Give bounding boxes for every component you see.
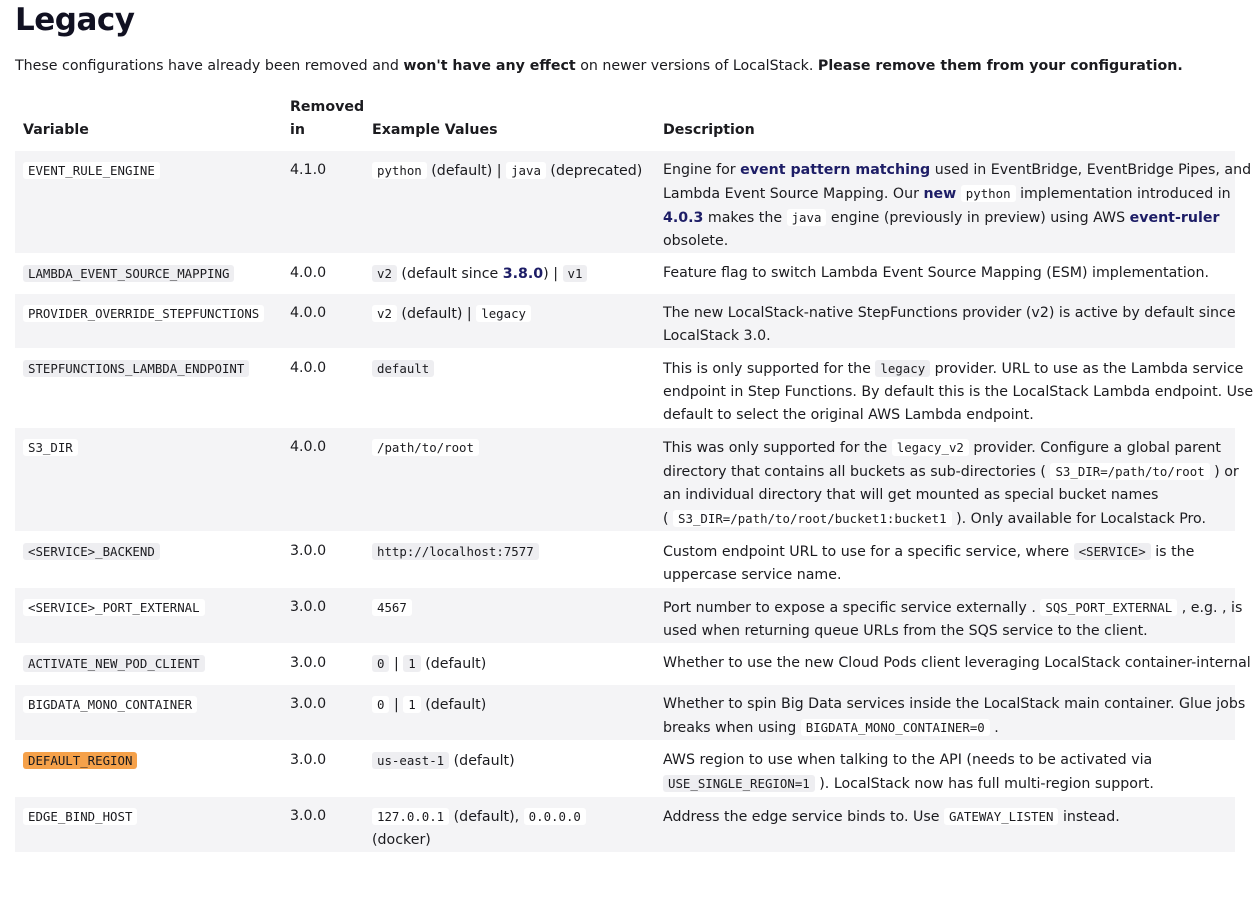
example-text: | [389, 656, 404, 672]
example-text: (deprecated) [545, 163, 643, 179]
variable-cell [15, 588, 283, 644]
removed-cell: 4.0.0 [283, 349, 364, 428]
variable-name: EDGE_BIND_HOST [23, 808, 137, 825]
variable-cell [15, 532, 283, 588]
desc-text: ) or [1209, 464, 1239, 480]
table-row [15, 644, 1235, 685]
variable-cell [15, 428, 283, 532]
example-code: us-east-1 [372, 752, 449, 769]
column-header-example: Example Values [372, 122, 498, 138]
table-row [15, 741, 1235, 797]
example-code: 1 [403, 696, 420, 713]
example-code: v2 [372, 305, 397, 322]
example-code: 4567 [372, 599, 412, 616]
desc-line [663, 507, 1235, 531]
variable-cell [15, 644, 283, 685]
desc-text: directory that contains all buckets as sub-directories ( [663, 464, 1051, 480]
example-code: 127.0.0.1 [372, 808, 449, 825]
column-header-description: Description [663, 122, 755, 138]
desc-text: endpoint in Step Functions. By default this is the LocalStack Lambda endpoint. Use [663, 384, 1253, 400]
example-cell [364, 644, 655, 685]
removed-cell: 4.1.0 [283, 151, 364, 254]
desc-line [663, 404, 1235, 427]
desc-text: provider. Configure a global parent [968, 440, 1221, 456]
legacy-config-table [15, 96, 1253, 853]
example-text: (default) | [426, 163, 507, 179]
example-cell [364, 741, 655, 797]
desc-text: AWS region to use when talking to the API (needs to be activated via [663, 752, 1153, 768]
example-cell [364, 428, 655, 532]
desc-text: Port number to expose a specific service externally . [663, 600, 1041, 616]
desc-text: Custom endpoint URL to use for a specific service, where [663, 544, 1074, 560]
variable-name: BIGDATA_MONO_CONTAINER [23, 696, 197, 713]
description-cell [655, 151, 1252, 254]
desc-line [663, 436, 1235, 460]
desc-line [663, 182, 1235, 206]
intro-part: on newer versions of LocalStack. [575, 58, 818, 74]
variable-cell [15, 741, 283, 797]
example-text: (default), [449, 809, 524, 825]
desc-code: S3_DIR=/path/to/root/bucket1:bucket1 [673, 510, 952, 527]
example-cell [364, 294, 655, 349]
desc-code: BIGDATA_MONO_CONTAINER=0 [801, 719, 990, 736]
description-cell [655, 294, 1235, 349]
example-text: (default) [449, 753, 515, 769]
desc-line [663, 564, 1235, 587]
example-cell [364, 254, 655, 294]
example-code: v1 [563, 265, 588, 282]
desc-text: LocalStack 3.0. [663, 328, 771, 344]
description-cell [655, 741, 1235, 797]
desc-bold: new [923, 186, 957, 202]
desc-text: an individual directory that will get mounted as special bucket names [663, 487, 1159, 503]
table-row [15, 151, 1235, 254]
desc-line [663, 484, 1235, 507]
desc-code: GATEWAY_LISTEN [944, 808, 1058, 825]
desc-line [663, 749, 1235, 772]
desc-line [663, 357, 1244, 381]
description-cell [655, 588, 1243, 644]
example-cell [364, 685, 655, 741]
example-text: (default) | [396, 306, 477, 322]
desc-text: used in EventBridge, EventBridge Pipes, and [930, 162, 1252, 178]
variable-name: LAMBDA_EVENT_SOURCE_MAPPING [23, 265, 234, 282]
desc-text: used when returning queue URLs from the SQS service to the client. [663, 623, 1148, 639]
description-cell [655, 532, 1235, 588]
table-row [15, 685, 1235, 741]
desc-line [663, 262, 1235, 285]
desc-text: Engine for [663, 162, 741, 178]
desc-text: Lambda Event Source Mapping. Our [663, 186, 924, 202]
desc-line [663, 381, 1253, 404]
table-row [15, 428, 1235, 532]
desc-text: Whether to spin Big Data services inside the LocalStack main container. Glue jobs [663, 696, 1246, 712]
desc-code: python [961, 185, 1016, 202]
variable-name: <SERVICE>_BACKEND [23, 543, 160, 560]
desc-line [663, 620, 1235, 643]
header-line: Removed [290, 99, 365, 115]
description-cell [655, 797, 1235, 853]
desc-text: , e.g. , is [1177, 600, 1243, 616]
desc-text: engine (previously in preview) using AWS [826, 210, 1130, 226]
example-code: /path/to/root [372, 439, 479, 456]
desc-code: legacy [875, 360, 930, 377]
variable-cell [15, 151, 283, 254]
removed-cell: 4.0.0 [283, 294, 364, 349]
desc-code: SQS_PORT_EXTERNAL [1040, 599, 1177, 616]
example-cell [364, 349, 655, 428]
desc-code: S3_DIR=/path/to/root [1050, 463, 1209, 480]
removed-cell: 3.0.0 [283, 588, 364, 644]
example-code: 1 [403, 655, 420, 672]
desc-bold: event pattern matching [740, 162, 931, 178]
table-row [15, 294, 1235, 349]
intro-bold: won't have any effect [403, 58, 576, 74]
desc-line [663, 325, 1235, 348]
variable-name: <SERVICE>_PORT_EXTERNAL [23, 599, 205, 616]
desc-text: instead. [1058, 809, 1120, 825]
desc-code: <SERVICE> [1074, 543, 1151, 560]
desc-text: ). Only available for Localstack Pro. [951, 511, 1206, 527]
desc-text: Whether to use the new Cloud Pods client leveraging LocalStack container-internal [663, 655, 1251, 671]
intro-part: These configurations have already been removed and [15, 58, 404, 74]
desc-bold: 4.0.3 [663, 210, 704, 226]
desc-line [663, 596, 1243, 620]
desc-line [663, 159, 1252, 182]
header-line: in [290, 122, 305, 138]
removed-cell: 4.0.0 [283, 428, 364, 532]
description-cell [655, 685, 1246, 741]
intro-bold: Please remove them from your configuration. [817, 58, 1183, 74]
desc-line [663, 302, 1235, 325]
example-text: | [389, 697, 404, 713]
example-code: 0 [372, 655, 389, 672]
variable-name: PROVIDER_OVERRIDE_STEPFUNCTIONS [23, 305, 264, 322]
example-text: (default) [420, 656, 487, 672]
desc-text: This is only supported for the [663, 361, 876, 377]
desc-text: . [989, 720, 999, 736]
removed-cell: 3.0.0 [283, 797, 364, 853]
desc-text: makes the [703, 210, 787, 226]
desc-code: java [787, 209, 827, 226]
variable-cell [15, 349, 283, 428]
desc-line [663, 540, 1235, 564]
example-code: java [506, 162, 546, 179]
desc-text: ). LocalStack now has full multi-region support. [814, 776, 1154, 792]
removed-cell: 3.0.0 [283, 741, 364, 797]
example-cell [364, 532, 655, 588]
desc-line [663, 805, 1235, 829]
desc-line [663, 460, 1239, 484]
table-header-row [15, 96, 1235, 151]
example-text: (docker) [372, 832, 431, 848]
example-cell [364, 151, 655, 254]
variable-name: EVENT_RULE_ENGINE [23, 162, 160, 179]
intro-text [15, 58, 1183, 74]
example-code: 0 [372, 696, 389, 713]
variable-cell [15, 254, 283, 294]
example-cell [364, 588, 655, 644]
desc-line [663, 693, 1246, 716]
removed-cell: 3.0.0 [283, 644, 364, 685]
desc-line [663, 652, 1251, 675]
example-code: http://localhost:7577 [372, 543, 539, 560]
table-row [15, 254, 1235, 294]
example-code: default [372, 360, 434, 377]
desc-text: provider. URL to use as the Lambda service [930, 361, 1244, 377]
desc-text: default to select the original AWS Lambda endpoint. [663, 407, 1034, 423]
description-cell [655, 254, 1235, 294]
column-header-variable: Variable [23, 122, 89, 138]
desc-text: uppercase service name. [663, 567, 842, 583]
example-code: 0.0.0.0 [524, 808, 586, 825]
example-text: (default since [396, 266, 503, 282]
desc-text: breaks when using [663, 720, 801, 736]
desc-text: implementation introduced in [1015, 186, 1231, 202]
desc-line [663, 716, 1235, 740]
table-row [15, 797, 1235, 853]
desc-code: USE_SINGLE_REGION=1 [663, 775, 815, 792]
desc-text: The new LocalStack-native StepFunctions provider (v2) is active by default since [663, 305, 1236, 321]
removed-cell: 4.0.0 [283, 254, 364, 294]
table-row [15, 588, 1235, 644]
variable-cell [15, 294, 283, 349]
desc-bold: event-ruler [1129, 210, 1220, 226]
example-text: ) | [543, 266, 563, 282]
description-cell [655, 644, 1251, 685]
variable-name-highlighted: DEFAULT_REGION [23, 752, 137, 769]
example-code: legacy [476, 305, 531, 322]
desc-text: is the [1150, 544, 1195, 560]
desc-text: Address the edge service binds to. Use [663, 809, 944, 825]
desc-text: Feature flag to switch Lambda Event Source Mapping (ESM) implementation. [663, 265, 1209, 281]
desc-code: legacy_v2 [892, 439, 969, 456]
table-row [15, 532, 1235, 588]
description-cell [655, 428, 1239, 532]
desc-text: obsolete. [663, 233, 729, 249]
example-code: v2 [372, 265, 397, 282]
variable-name: STEPFUNCTIONS_LAMBDA_ENDPOINT [23, 360, 249, 377]
removed-cell: 3.0.0 [283, 532, 364, 588]
variable-name: ACTIVATE_NEW_POD_CLIENT [23, 655, 205, 672]
variable-cell [15, 797, 283, 853]
desc-line [663, 206, 1235, 230]
removed-cell: 3.0.0 [283, 685, 364, 741]
example-code: python [372, 162, 427, 179]
desc-text: This was only supported for the [663, 440, 892, 456]
variable-name: S3_DIR [23, 439, 78, 456]
example-text: (default) [420, 697, 487, 713]
table-row [15, 349, 1235, 428]
example-bold: 3.8.0 [502, 266, 544, 282]
desc-line [663, 230, 1235, 253]
variable-cell [15, 685, 283, 741]
page-title: Legacy [15, 2, 135, 38]
desc-text: ( [663, 511, 674, 527]
desc-line [663, 772, 1235, 796]
example-cell [364, 797, 655, 853]
description-cell [655, 349, 1253, 428]
column-header-removed [283, 96, 364, 151]
